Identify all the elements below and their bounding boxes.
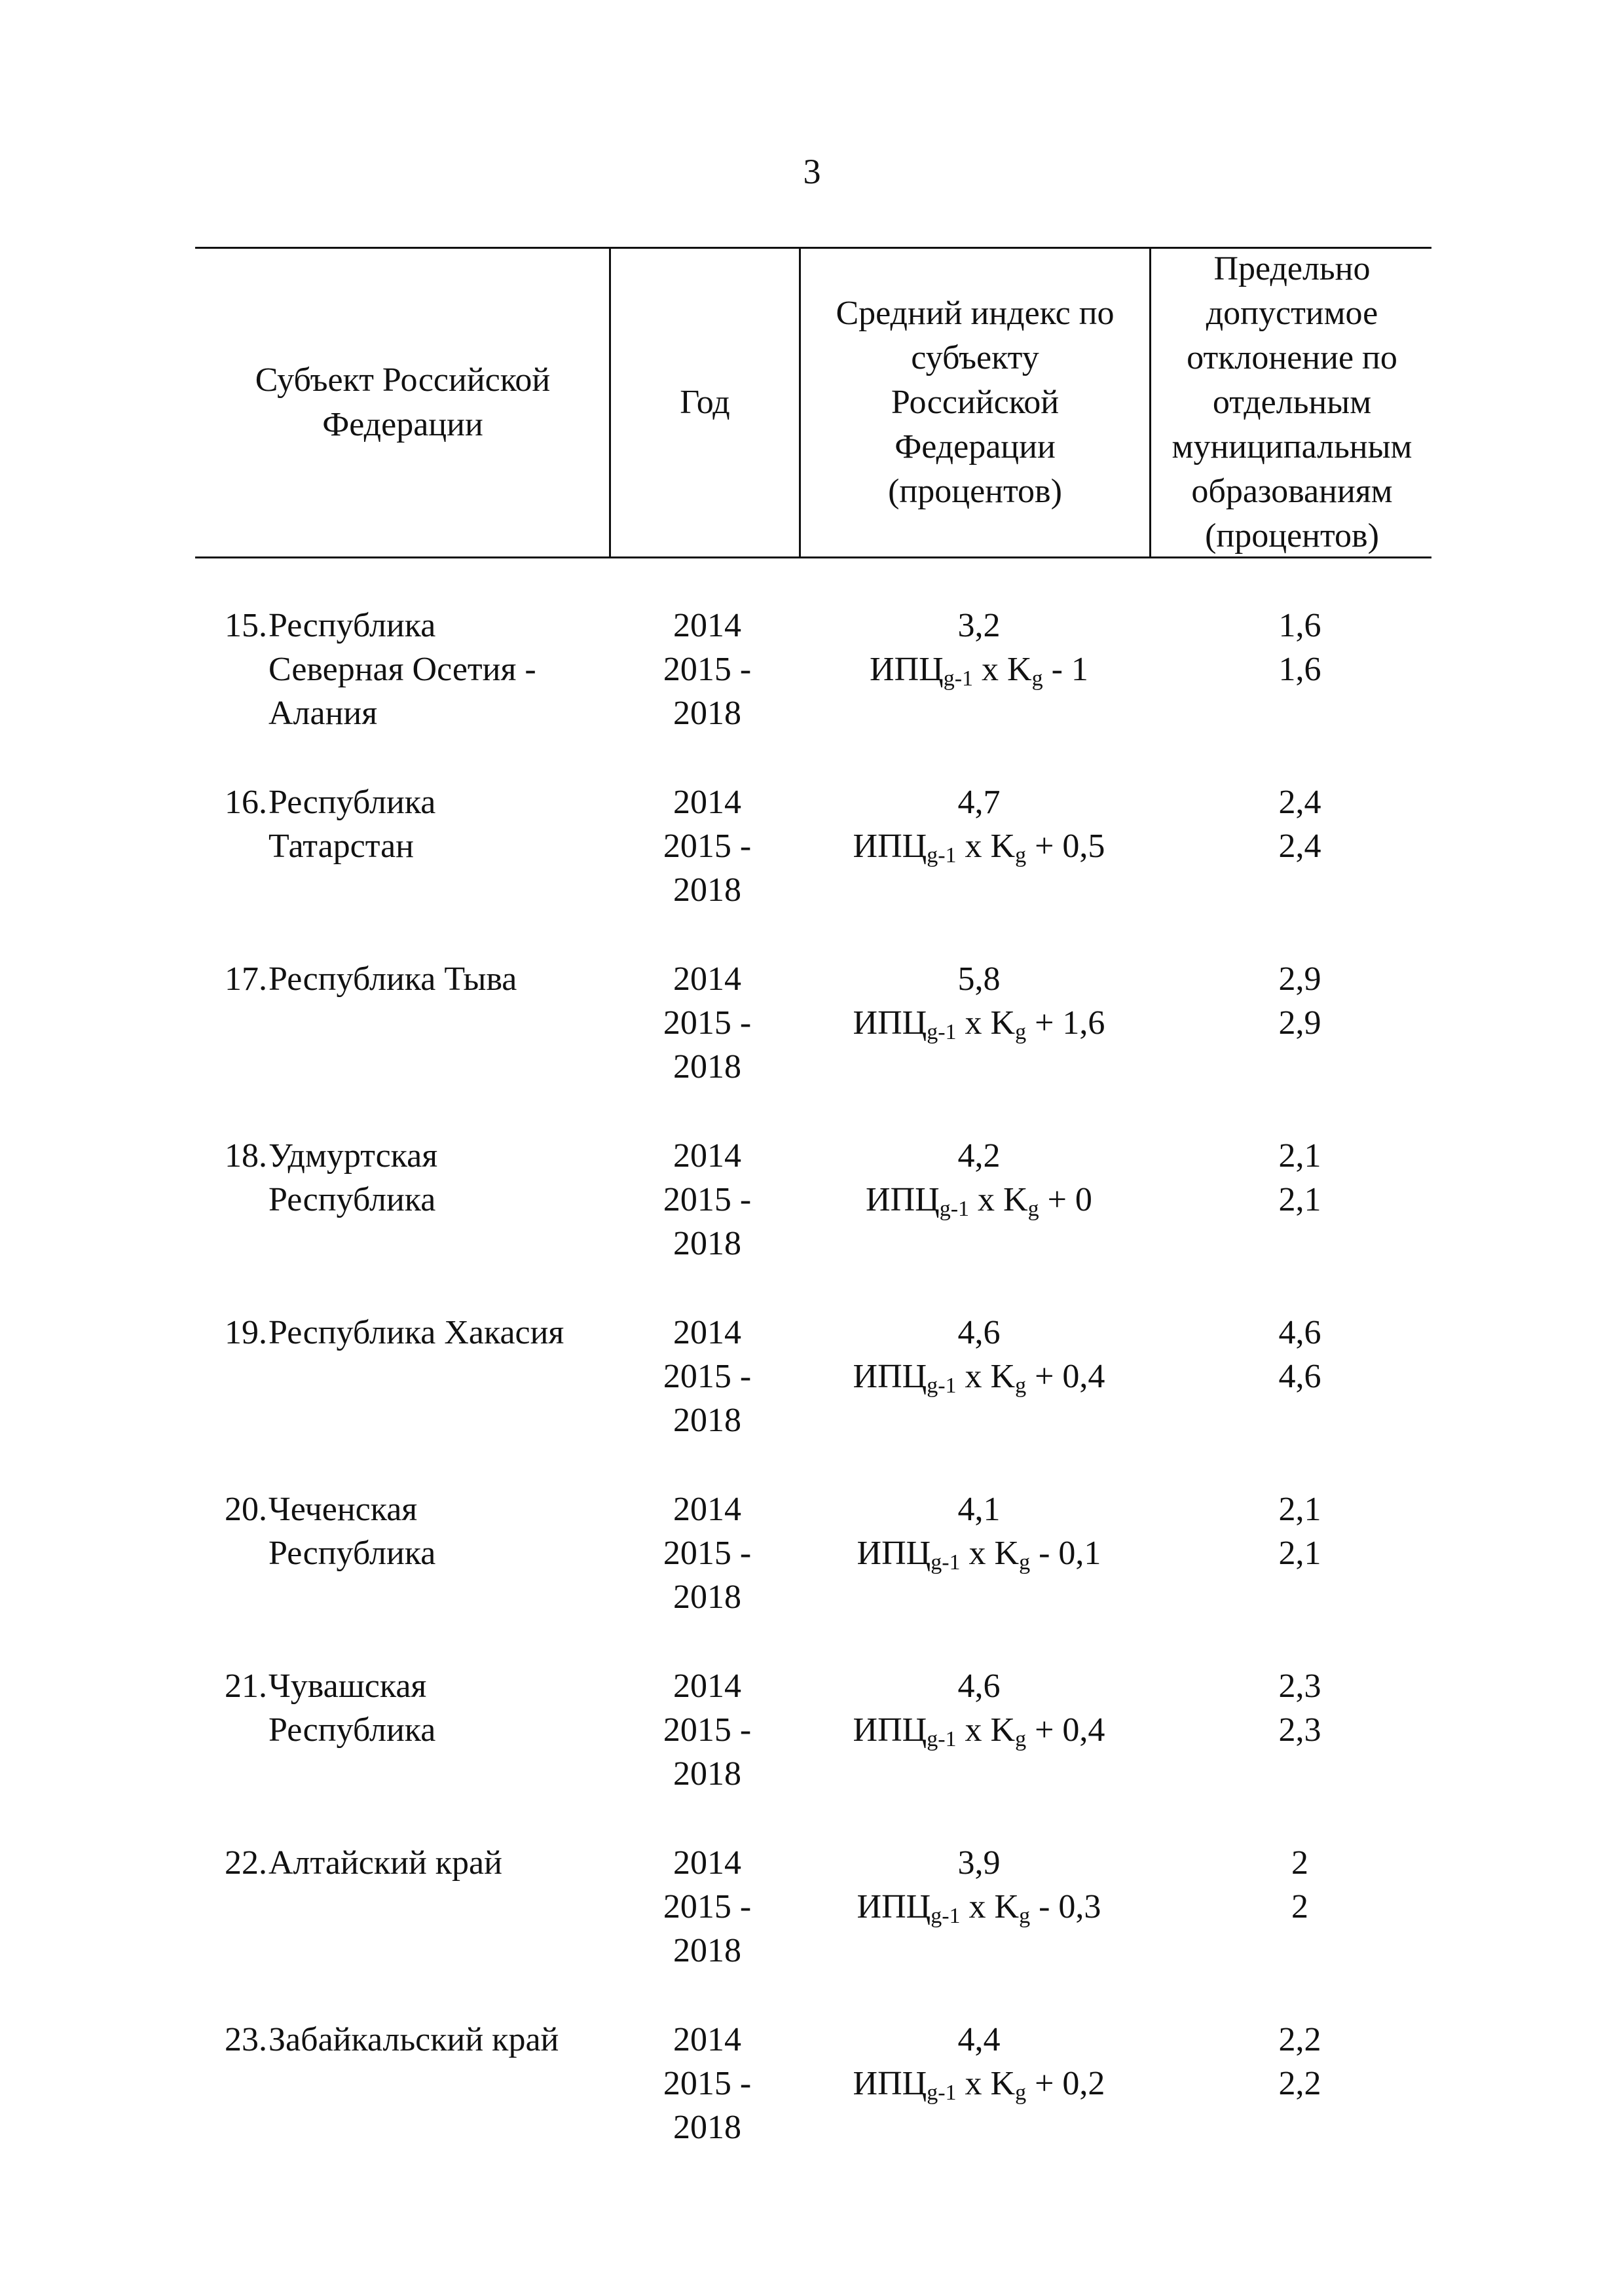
year-cell: 2014 2015 - 2018	[663, 2021, 752, 2146]
row-number: 19.	[225, 1314, 267, 1351]
index-formula: $ИПЦ_{g-1}$ x $K_g + 0,4$	[853, 1711, 1105, 1751]
year-cell: 2014 2015 - 2018	[663, 1137, 752, 1262]
header-subject: Субъект Российской Федерации	[255, 361, 551, 443]
region-name: Республика Тыва	[268, 960, 517, 998]
year-cell: 2014 2015 - 2018	[663, 1314, 752, 1439]
year-cell: 2014 2015 - 2018	[663, 1491, 752, 1616]
average-index-cell: 4,4 $ИПЦ_{g-1}$ x $K_g + 0,2$	[805, 2018, 1153, 2105]
table-row	[0, 1134, 1624, 1271]
row-number: 16.	[225, 784, 267, 821]
max-deviation-cell: 2,1 2,1	[1278, 1137, 1321, 1218]
table-row	[0, 604, 1624, 741]
region-name: Республика Северная Осетия - Алания	[268, 607, 536, 732]
header-year: Год	[680, 384, 730, 421]
average-index-cell: 4,7 $ИПЦ_{g-1}$ x $K_g + 0,5$	[805, 780, 1153, 868]
header-max-deviation: Предельно допустимое отклонение по отдельным муниципальным образованиям (процентов)	[1172, 250, 1412, 555]
region-name: Чувашская Республика	[268, 1667, 436, 1749]
max-deviation-cell: 2,9 2,9	[1278, 960, 1321, 1042]
year-cell: 2014 2015 - 2018	[663, 607, 752, 732]
table-row	[0, 1311, 1624, 1448]
index-formula: $ИПЦ_{g-1}$ x $K_g - 1$	[870, 651, 1088, 691]
region-name: Республика Татарстан	[268, 784, 436, 865]
table-row	[0, 1841, 1624, 1978]
index-formula: $ИПЦ_{g-1}$ x $K_g - 0,1$	[857, 1535, 1101, 1575]
index-formula: $ИПЦ_{g-1}$ x $K_g - 0,3$	[857, 1888, 1101, 1928]
max-deviation-cell: 2,3 2,3	[1278, 1667, 1321, 1749]
page-number: 3	[803, 152, 821, 191]
max-deviation-cell: 2,4 2,4	[1278, 784, 1321, 865]
header-average-index: Средний индекс по субъекту Российской Федерации (процентов)	[836, 295, 1115, 510]
year-cell: 2014 2015 - 2018	[663, 960, 752, 1085]
row-number: 15.	[225, 607, 267, 644]
region-name: Удмуртская Республика	[268, 1137, 438, 1218]
table-row	[0, 2018, 1624, 2155]
average-index-cell: 3,9 $ИПЦ_{g-1}$ x $K_g - 0,3$	[805, 1841, 1153, 1929]
table-row	[0, 1487, 1624, 1625]
table-row	[0, 957, 1624, 1095]
index-formula: $ИПЦ_{g-1}$ x $K_g + 1,6$	[853, 1004, 1105, 1044]
row-number: 17.	[225, 960, 267, 998]
index-formula: $ИПЦ_{g-1}$ x $K_g + 0,4$	[853, 1358, 1105, 1398]
index-formula: $ИПЦ_{g-1}$ x $K_g + 0$	[866, 1181, 1092, 1221]
row-number: 23.	[225, 2021, 267, 2058]
year-cell: 2014 2015 - 2018	[663, 784, 752, 909]
average-index-cell: 4,2 $ИПЦ_{g-1}$ x $K_g + 0$	[805, 1134, 1153, 1222]
region-name: Забайкальский край	[268, 2021, 559, 2058]
index-formula: $ИПЦ_{g-1}$ x $K_g + 0,2$	[853, 2065, 1105, 2105]
row-number: 20.	[225, 1491, 267, 1528]
region-name: Чеченская Республика	[268, 1491, 436, 1572]
index-formula: $ИПЦ_{g-1}$ x $K_g + 0,5$	[853, 828, 1105, 867]
average-index-cell: 3,2 $ИПЦ_{g-1}$ x $K_g - 1$	[805, 604, 1153, 691]
average-index-cell: 4,1 $ИПЦ_{g-1}$ x $K_g - 0,1$	[805, 1487, 1153, 1575]
row-number: 22.	[225, 1844, 267, 1882]
max-deviation-cell: 1,6 1,6	[1278, 607, 1321, 688]
max-deviation-cell: 4,6 4,6	[1278, 1314, 1321, 1395]
region-name: Алтайский край	[268, 1844, 502, 1882]
table-row	[0, 780, 1624, 918]
max-deviation-cell: 2,2 2,2	[1278, 2021, 1321, 2102]
row-number: 18.	[225, 1137, 267, 1175]
average-index-cell: 5,8 $ИПЦ_{g-1}$ x $K_g + 1,6$	[805, 957, 1153, 1045]
region-name: Республика Хакасия	[268, 1314, 564, 1351]
row-number: 21.	[225, 1667, 267, 1705]
average-index-cell: 4,6 $ИПЦ_{g-1}$ x $K_g + 0,4$	[805, 1311, 1153, 1398]
max-deviation-cell: 2 2	[1291, 1844, 1308, 1925]
year-cell: 2014 2015 - 2018	[663, 1667, 752, 1793]
max-deviation-cell: 2,1 2,1	[1278, 1491, 1321, 1572]
year-cell: 2014 2015 - 2018	[663, 1844, 752, 1969]
table-row	[0, 1664, 1624, 1802]
average-index-cell: 4,6 $ИПЦ_{g-1}$ x $K_g + 0,4$	[805, 1664, 1153, 1752]
